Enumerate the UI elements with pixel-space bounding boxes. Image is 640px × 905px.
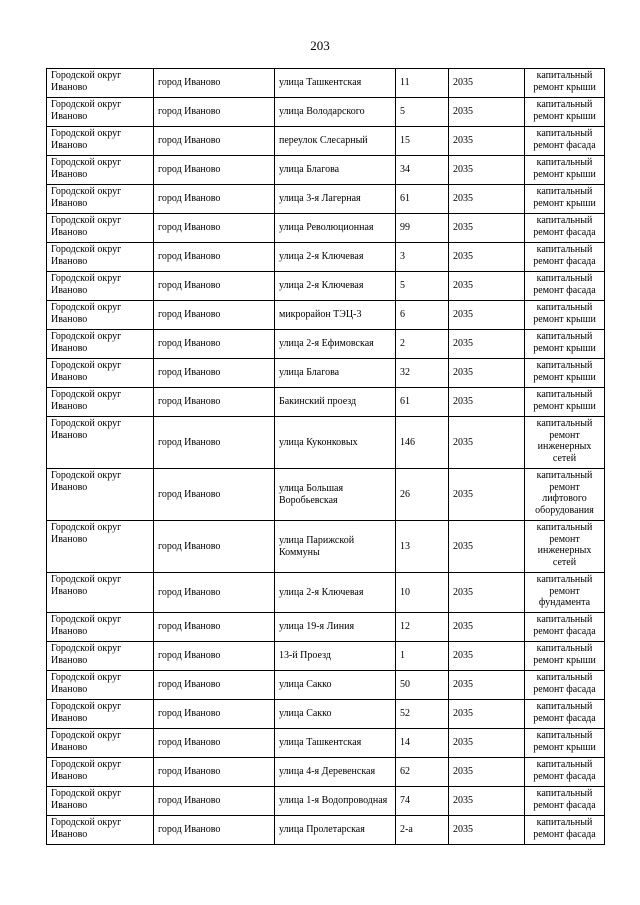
- year-cell: 2035: [449, 700, 525, 729]
- work-type-cell: капитальный ремонт фасада: [525, 613, 605, 642]
- district-cell: Городской округ Иваново: [47, 69, 154, 98]
- district-cell: Городской округ Иваново: [47, 388, 154, 417]
- street-cell: улица 3-я Лагерная: [275, 185, 396, 214]
- year-cell: 2035: [449, 69, 525, 98]
- street-cell: улица 4-я Деревенская: [275, 758, 396, 787]
- table-row: [47, 214, 605, 243]
- year-cell: 2035: [449, 417, 525, 469]
- work-type-cell: капитальный ремонт крыши: [525, 301, 605, 330]
- city-cell: город Иваново: [154, 388, 275, 417]
- city-cell: город Иваново: [154, 729, 275, 758]
- city-cell: город Иваново: [154, 417, 275, 469]
- street-cell: улица Куконковых: [275, 417, 396, 469]
- work-type-cell: капитальный ремонт фундамента: [525, 573, 605, 613]
- district-cell: Городской округ Иваново: [47, 613, 154, 642]
- district-cell: Городской округ Иваново: [47, 272, 154, 301]
- table-row: [47, 469, 605, 521]
- street-cell: улица 1-я Водопроводная: [275, 787, 396, 816]
- work-type-cell: капитальный ремонт фасада: [525, 758, 605, 787]
- street-cell: улица Сакко: [275, 700, 396, 729]
- house-number-cell: 6: [396, 301, 449, 330]
- year-cell: 2035: [449, 330, 525, 359]
- district-cell: Городской округ Иваново: [47, 330, 154, 359]
- street-cell: улица 2-я Ключевая: [275, 272, 396, 301]
- work-type-cell: капитальный ремонт крыши: [525, 330, 605, 359]
- district-cell: Городской округ Иваново: [47, 185, 154, 214]
- work-type-cell: капитальный ремонт фасада: [525, 243, 605, 272]
- street-cell: улица Пролетарская: [275, 816, 396, 845]
- house-number-cell: 13: [396, 521, 449, 573]
- year-cell: 2035: [449, 301, 525, 330]
- street-cell: улица Благова: [275, 156, 396, 185]
- house-number-cell: 61: [396, 388, 449, 417]
- year-cell: 2035: [449, 98, 525, 127]
- table-row: [47, 156, 605, 185]
- work-type-cell: капитальный ремонт фасада: [525, 127, 605, 156]
- year-cell: 2035: [449, 613, 525, 642]
- street-cell: 13-й Проезд: [275, 642, 396, 671]
- district-cell: Городской округ Иваново: [47, 816, 154, 845]
- table-row: [47, 243, 605, 272]
- city-cell: город Иваново: [154, 758, 275, 787]
- year-cell: 2035: [449, 671, 525, 700]
- work-type-cell: капитальный ремонт фасада: [525, 272, 605, 301]
- city-cell: город Иваново: [154, 185, 275, 214]
- city-cell: город Иваново: [154, 642, 275, 671]
- street-cell: улица Революционная: [275, 214, 396, 243]
- table-row: [47, 613, 605, 642]
- work-type-cell: капитальный ремонт фасада: [525, 816, 605, 845]
- house-number-cell: 32: [396, 359, 449, 388]
- house-number-cell: 26: [396, 469, 449, 521]
- district-cell: Городской округ Иваново: [47, 214, 154, 243]
- house-number-cell: 15: [396, 127, 449, 156]
- year-cell: 2035: [449, 359, 525, 388]
- work-type-cell: капитальный ремонт фасада: [525, 214, 605, 243]
- year-cell: 2035: [449, 787, 525, 816]
- work-type-cell: капитальный ремонт инженерных сетей: [525, 417, 605, 469]
- page-number: 203: [310, 38, 330, 53]
- year-cell: 2035: [449, 243, 525, 272]
- house-number-cell: 52: [396, 700, 449, 729]
- work-type-cell: капитальный ремонт лифтового оборудования: [525, 469, 605, 521]
- street-cell: Бакинский проезд: [275, 388, 396, 417]
- table-row: [47, 700, 605, 729]
- city-cell: город Иваново: [154, 700, 275, 729]
- house-number-cell: 50: [396, 671, 449, 700]
- district-cell: Городской округ Иваново: [47, 469, 154, 521]
- work-type-cell: капитальный ремонт крыши: [525, 69, 605, 98]
- house-number-cell: 2: [396, 330, 449, 359]
- city-cell: город Иваново: [154, 359, 275, 388]
- table-row: [47, 816, 605, 845]
- district-cell: Городской округ Иваново: [47, 573, 154, 613]
- work-type-cell: капитальный ремонт крыши: [525, 98, 605, 127]
- house-number-cell: 12: [396, 613, 449, 642]
- city-cell: город Иваново: [154, 330, 275, 359]
- district-cell: Городской округ Иваново: [47, 98, 154, 127]
- year-cell: 2035: [449, 469, 525, 521]
- table-row: [47, 98, 605, 127]
- repair-schedule-table: [46, 68, 605, 845]
- district-cell: Городской округ Иваново: [47, 787, 154, 816]
- table-row: [47, 521, 605, 573]
- table-row: [47, 787, 605, 816]
- city-cell: город Иваново: [154, 301, 275, 330]
- district-cell: Городской округ Иваново: [47, 700, 154, 729]
- table-row: [47, 69, 605, 98]
- house-number-cell: 14: [396, 729, 449, 758]
- street-cell: улица 2-я Ключевая: [275, 573, 396, 613]
- table-row: [47, 127, 605, 156]
- table-body: [47, 69, 605, 845]
- city-cell: город Иваново: [154, 787, 275, 816]
- street-cell: улица Володарского: [275, 98, 396, 127]
- work-type-cell: капитальный ремонт фасада: [525, 700, 605, 729]
- district-cell: Городской округ Иваново: [47, 729, 154, 758]
- work-type-cell: капитальный ремонт крыши: [525, 185, 605, 214]
- district-cell: Городской округ Иваново: [47, 359, 154, 388]
- district-cell: Городской округ Иваново: [47, 127, 154, 156]
- street-cell: микрорайон ТЭЦ-3: [275, 301, 396, 330]
- city-cell: город Иваново: [154, 573, 275, 613]
- work-type-cell: капитальный ремонт крыши: [525, 156, 605, 185]
- table-row: [47, 359, 605, 388]
- work-type-cell: капитальный ремонт крыши: [525, 729, 605, 758]
- city-cell: город Иваново: [154, 469, 275, 521]
- year-cell: 2035: [449, 388, 525, 417]
- table-row: [47, 272, 605, 301]
- house-number-cell: 74: [396, 787, 449, 816]
- work-type-cell: капитальный ремонт инженерных сетей: [525, 521, 605, 573]
- year-cell: 2035: [449, 521, 525, 573]
- house-number-cell: 1: [396, 642, 449, 671]
- house-number-cell: 62: [396, 758, 449, 787]
- street-cell: улица 19-я Линия: [275, 613, 396, 642]
- house-number-cell: 61: [396, 185, 449, 214]
- year-cell: 2035: [449, 185, 525, 214]
- table-row: [47, 330, 605, 359]
- work-type-cell: капитальный ремонт фасада: [525, 671, 605, 700]
- table-row: [47, 388, 605, 417]
- table-row: [47, 642, 605, 671]
- year-cell: 2035: [449, 127, 525, 156]
- table-row: [47, 301, 605, 330]
- street-cell: улица Большая Воробьевская: [275, 469, 396, 521]
- city-cell: город Иваново: [154, 127, 275, 156]
- city-cell: город Иваново: [154, 98, 275, 127]
- city-cell: город Иваново: [154, 613, 275, 642]
- year-cell: 2035: [449, 758, 525, 787]
- table-row: [47, 573, 605, 613]
- house-number-cell: 99: [396, 214, 449, 243]
- house-number-cell: 5: [396, 272, 449, 301]
- city-cell: город Иваново: [154, 816, 275, 845]
- year-cell: 2035: [449, 816, 525, 845]
- house-number-cell: 34: [396, 156, 449, 185]
- work-type-cell: капитальный ремонт крыши: [525, 642, 605, 671]
- work-type-cell: капитальный ремонт крыши: [525, 359, 605, 388]
- district-cell: Городской округ Иваново: [47, 417, 154, 469]
- district-cell: Городской округ Иваново: [47, 642, 154, 671]
- city-cell: город Иваново: [154, 272, 275, 301]
- city-cell: город Иваново: [154, 156, 275, 185]
- district-cell: Городской округ Иваново: [47, 156, 154, 185]
- year-cell: 2035: [449, 272, 525, 301]
- street-cell: улица Парижской Коммуны: [275, 521, 396, 573]
- year-cell: 2035: [449, 214, 525, 243]
- street-cell: улица Благова: [275, 359, 396, 388]
- street-cell: улица 2-я Ефимовская: [275, 330, 396, 359]
- year-cell: 2035: [449, 573, 525, 613]
- house-number-cell: 5: [396, 98, 449, 127]
- house-number-cell: 2-а: [396, 816, 449, 845]
- table-row: [47, 758, 605, 787]
- street-cell: переулок Слесарный: [275, 127, 396, 156]
- street-cell: улица Сакко: [275, 671, 396, 700]
- city-cell: город Иваново: [154, 671, 275, 700]
- house-number-cell: 146: [396, 417, 449, 469]
- table-row: [47, 417, 605, 469]
- year-cell: 2035: [449, 642, 525, 671]
- year-cell: 2035: [449, 156, 525, 185]
- district-cell: Городской округ Иваново: [47, 521, 154, 573]
- city-cell: город Иваново: [154, 243, 275, 272]
- table-row: [47, 185, 605, 214]
- table-row: [47, 729, 605, 758]
- house-number-cell: 10: [396, 573, 449, 613]
- house-number-cell: 11: [396, 69, 449, 98]
- district-cell: Городской округ Иваново: [47, 671, 154, 700]
- house-number-cell: 3: [396, 243, 449, 272]
- district-cell: Городской округ Иваново: [47, 301, 154, 330]
- year-cell: 2035: [449, 729, 525, 758]
- district-cell: Городской округ Иваново: [47, 758, 154, 787]
- city-cell: город Иваново: [154, 69, 275, 98]
- district-cell: Городской округ Иваново: [47, 243, 154, 272]
- work-type-cell: капитальный ремонт крыши: [525, 388, 605, 417]
- street-cell: улица 2-я Ключевая: [275, 243, 396, 272]
- street-cell: улица Ташкентская: [275, 69, 396, 98]
- table-row: [47, 671, 605, 700]
- city-cell: город Иваново: [154, 214, 275, 243]
- work-type-cell: капитальный ремонт фасада: [525, 787, 605, 816]
- city-cell: город Иваново: [154, 521, 275, 573]
- street-cell: улица Ташкентская: [275, 729, 396, 758]
